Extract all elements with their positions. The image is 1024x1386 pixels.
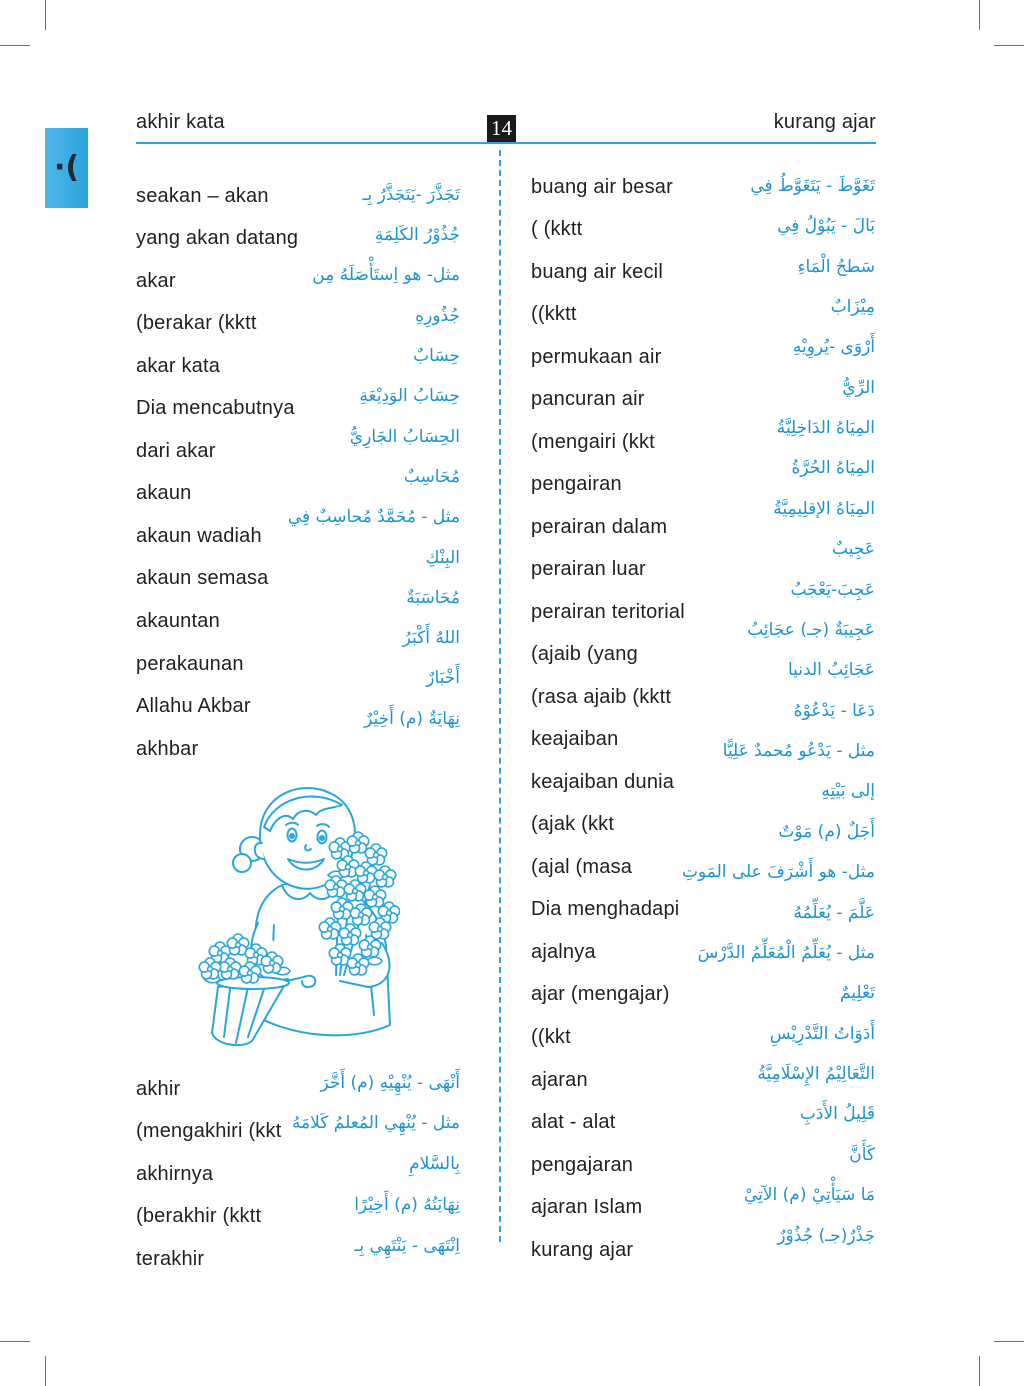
arabic-translation: عَجَائِبُ الدنيا xyxy=(788,660,875,681)
arabic-translation: اللهُ أَكْبَرُ xyxy=(402,628,460,649)
malay-entry: ajar (mengajar) xyxy=(531,983,670,1006)
crop-mark xyxy=(45,0,46,30)
malay-entry: terakhir xyxy=(136,1247,205,1270)
malay-entry: permukaan air xyxy=(531,345,662,368)
arabic-translation: مِيْزَابٌ xyxy=(830,296,875,317)
arabic-translation: تَعْلِيمٌ xyxy=(839,983,875,1004)
arabic-translation: المِيَاهُ الإقلِيمِيَّةُ xyxy=(773,498,875,519)
right-arabic-list xyxy=(640,166,875,1256)
crop-mark xyxy=(0,1341,30,1342)
arabic-translation: مثل - يُعَلِّمُ الْمُعَلِّمُ الدَّرْسَ xyxy=(697,942,875,963)
arabic-translation: اِنْتَهَى - يَنْتَهِي بِـ xyxy=(354,1235,460,1256)
arabic-translation: المِيَاهُ الدَاخِلِيَّةُ xyxy=(776,418,875,439)
crop-mark xyxy=(979,1356,980,1386)
arabic-translation: نِهَايَتُهُ (م) أَخِيْرًا xyxy=(354,1194,460,1215)
malay-entry: pengajaran xyxy=(531,1153,634,1176)
crop-mark xyxy=(45,1356,46,1386)
girl-with-flowers-illustration xyxy=(190,775,400,1055)
malay-entry: keajaiban xyxy=(531,728,619,751)
page-number: 14 xyxy=(487,115,516,142)
malay-entry: yang akan datang xyxy=(136,227,299,250)
malay-entry: perakaunan xyxy=(136,652,244,675)
malay-entry: akaun xyxy=(136,482,192,505)
crop-mark xyxy=(0,45,30,46)
malay-entry: (ajal (masa xyxy=(531,855,633,878)
malay-entry: (ajak (kkt xyxy=(531,813,615,836)
arabic-translation: أَرْوَى -يُروِيْهِ xyxy=(792,337,875,358)
arabic-translation: بِالسَّلامِ xyxy=(409,1154,460,1175)
malay-entry: (berakhir (kktt xyxy=(136,1205,262,1228)
arabic-translation: جُذُوْرُ الكَلِمَةِ xyxy=(374,225,460,246)
malay-entry: Allahu Akbar xyxy=(136,695,251,718)
arabic-translation: تَجَذَّرَ -يَتَجَذَّرُ بِـ xyxy=(362,184,460,205)
malay-entry: buang air besar xyxy=(531,175,673,198)
arabic-translation: مُحَاسَبَةٌ xyxy=(406,587,460,608)
arabic-translation: دَعَا - يَدْعُوْهُ xyxy=(793,700,875,721)
arabic-translation: أَجَلٌ (م) مَوْتٌ xyxy=(778,821,875,842)
malay-entry: perairan dalam xyxy=(531,515,668,538)
arabic-translation: تَغَوَّطَ - يَتَغَوَّطُ فِي xyxy=(750,175,875,196)
arabic-translation: الرِّيُّ xyxy=(842,377,875,398)
malay-entry: kurang ajar xyxy=(531,1238,634,1261)
malay-entry: alat - alat xyxy=(531,1111,616,1134)
arabic-translation: أَنْهَى - يُنْهِيْهِ (م) أَخَّرَ xyxy=(320,1072,460,1093)
thumb-index-tab xyxy=(45,128,88,208)
malay-entry: (mengakhiri (kkt xyxy=(136,1120,282,1143)
malay-entry: akar xyxy=(136,269,176,292)
arabic-translation: جَذْرٌ(جـ) جُذُوْرٌ xyxy=(777,1225,875,1246)
thumb-index-glyph: ·( xyxy=(53,150,80,185)
arabic-translation: مثل- هو أَشْرَفَ على المَوتِ xyxy=(681,862,875,883)
malay-entry: (berakar (kktt xyxy=(136,312,257,335)
malay-entry: akhbar xyxy=(136,737,199,760)
malay-entry: perairan luar xyxy=(531,558,646,581)
malay-entry: ajaran Islam xyxy=(531,1196,643,1219)
malay-entry: akauntan xyxy=(136,610,220,632)
malay-entry: ajaran xyxy=(531,1068,588,1091)
arabic-translation: أَخْبَارٌ xyxy=(426,668,460,689)
malay-entry: pancuran air xyxy=(531,388,645,411)
malay-entry: keajaiban dunia xyxy=(531,770,675,793)
arabic-translation: أَدَوَاتُ التَّدْرِيْسِ xyxy=(769,1023,875,1044)
arabic-translation: عَجِبَ-يَعْجَبُ xyxy=(790,579,875,600)
arabic-translation: مُحَاسِبٌ xyxy=(403,466,460,487)
malay-entry: akaun wadiah xyxy=(136,524,262,547)
guide-word-left: akhir kata xyxy=(136,111,225,133)
malay-entry: ajalnya xyxy=(531,940,596,963)
arabic-translation: حِسَابُ الوَدِيْعَةِ xyxy=(359,386,460,407)
malay-entry: dari akar xyxy=(136,439,216,462)
malay-entry: Dia menghadapi xyxy=(531,898,680,921)
arabic-translation: التَّعَالِيْمُ الإِسْلَامِيَّةُ xyxy=(757,1064,875,1085)
malay-entry: (mengairi (kkt xyxy=(531,430,655,453)
malay-entry: ( (kktt xyxy=(531,218,583,241)
arabic-translation: مَا سَيَأْتِيْ (م) الآتِيْ xyxy=(743,1185,875,1206)
arabic-translation: المِيَاهُ الحُرَّةُ xyxy=(791,458,875,479)
malay-entry: (ajaib (yang xyxy=(531,643,638,666)
malay-entry: akhirnya xyxy=(136,1162,214,1185)
crop-mark xyxy=(994,45,1024,46)
arabic-translation: مثل - مُحَمَّدٌ مُحاسِبٌ فِي xyxy=(287,507,460,528)
crop-mark xyxy=(979,0,980,30)
arabic-translation: عَجِيبَةٌ (جـ) عجَائِبُ xyxy=(747,619,875,640)
arabic-translation: قَلِيلُ الأَدَبِ xyxy=(799,1104,875,1125)
arabic-translation: مثل - يَدْعُو مُحمدٌ عَلِيًّا xyxy=(722,741,875,762)
arabic-translation: كَأَنَّ xyxy=(849,1144,875,1165)
arabic-translation: الحِسَابُ الجَارِيُّ xyxy=(349,426,460,447)
arabic-translation: مثل - يُنْهِي المُعلمُ كَلامَهُ xyxy=(291,1113,460,1134)
malay-entry: pengairan xyxy=(531,473,622,496)
arabic-translation: نِهَايَةٌ (م) أَخِيْرٌ xyxy=(364,708,460,729)
malay-entry: akhir xyxy=(136,1077,181,1100)
header-rule xyxy=(136,142,876,144)
malay-entry: ((kkt xyxy=(531,1026,571,1048)
arabic-translation: بَالَ - يَبُوْلُ فِي xyxy=(777,216,875,237)
malay-entry: buang air kecil xyxy=(531,260,663,283)
malay-entry: perairan teritorial xyxy=(531,600,685,623)
arabic-translation: البِنْكِ xyxy=(425,547,460,568)
left-lower-arabic-list xyxy=(240,1063,460,1267)
malay-entry: akar kata xyxy=(136,354,221,377)
malay-entry: seakan – akan xyxy=(136,184,269,207)
malay-entry: akaun semasa xyxy=(136,567,269,590)
arabic-translation: مثل- هو اِستَأْصَلَهُ مِن xyxy=(312,265,460,286)
arabic-translation: حِسَابٌ xyxy=(413,346,460,367)
arabic-translation: عَلَّمَ - يُعَلِّمُهُ xyxy=(793,902,875,923)
crop-mark xyxy=(994,1341,1024,1342)
arabic-translation: سَطحُ الْمَاءِ xyxy=(797,256,875,277)
arabic-translation: عَجِيبٌ xyxy=(832,539,875,560)
arabic-translation: جُذُورِهِ xyxy=(415,305,460,326)
guide-word-right: kurang ajar xyxy=(773,111,876,133)
malay-entry: ((kktt xyxy=(531,303,577,326)
column-divider xyxy=(499,150,501,1242)
left-upper-arabic-list xyxy=(240,175,460,739)
malay-entry: (rasa ajaib (kktt xyxy=(531,685,672,708)
arabic-translation: إلى بَيْتِهِ xyxy=(821,781,875,802)
malay-entry: Dia mencabutnya xyxy=(136,397,295,420)
